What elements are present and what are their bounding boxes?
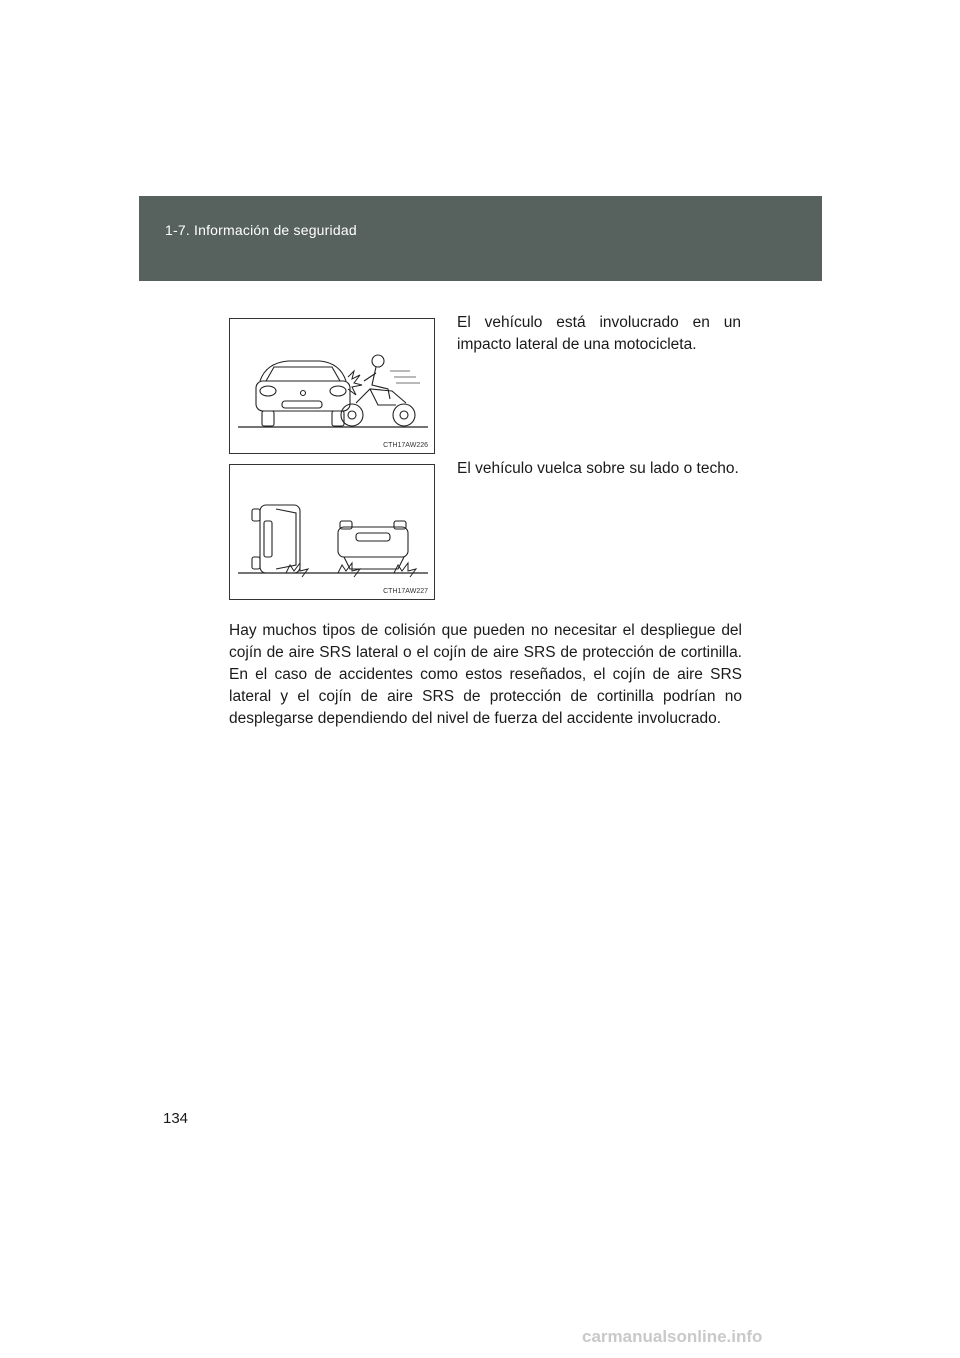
figure-caption: El vehículo está involucrado en un impacto lateral de una motocicleta. — [457, 314, 741, 353]
watermark: carmanualsonline.info — [582, 1327, 763, 1346]
figure-side-impact-motorcycle — [229, 318, 435, 454]
side-impact-illustration — [230, 319, 434, 453]
figure-rollover — [229, 464, 435, 600]
section-title: 1-7. Información de seguridad — [165, 222, 357, 238]
section-header — [139, 196, 822, 281]
figure-caption: El vehículo vuelca sobre su lado o techo. — [457, 460, 739, 477]
page-number: 134 — [163, 1110, 189, 1127]
rollover-illustration — [230, 465, 434, 599]
figure-code: CTH17AW227 — [383, 588, 428, 595]
figure-code: CTH17AW226 — [383, 442, 428, 449]
body-paragraph: Hay muchos tipos de colisión que pueden no necesitar el despliegue del cojín de aire SRS lateral o el cojín de aire SRS de protección de cortinilla. En el caso de accidentes como estos reseñados, el cojín de aire SRS lateral y el cojín de aire SRS de protección de cortinilla podrían no desplegarse dependiendo del nivel de fuerza del accidente involucrado. — [229, 622, 742, 727]
